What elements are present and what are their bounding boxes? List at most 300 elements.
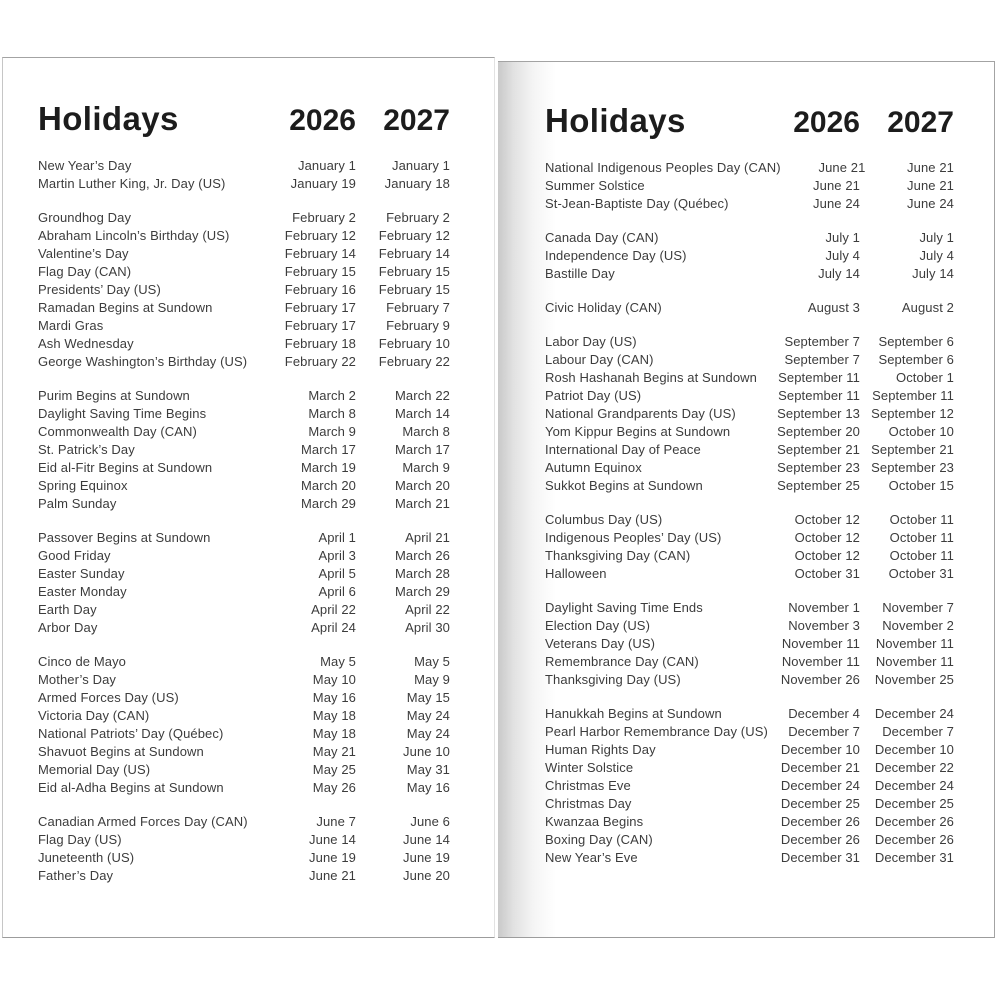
holiday-row — [38, 619, 450, 637]
date-2027: February 15 — [378, 282, 450, 297]
holiday-name: Labor Day (US) — [545, 334, 637, 349]
holiday-name: Kwanzaa Begins — [545, 814, 644, 829]
holiday-name: Easter Sunday — [38, 566, 125, 581]
month-group — [545, 159, 954, 213]
holiday-row — [545, 741, 954, 759]
date-2026: July 14 — [818, 266, 860, 281]
holiday-name: Christmas Day — [545, 796, 632, 811]
date-2026: December 21 — [780, 760, 860, 775]
holiday-name: Easter Monday — [38, 584, 127, 599]
holiday-row — [38, 353, 450, 371]
holiday-row — [545, 635, 954, 653]
date-2026: June 24 — [813, 196, 860, 211]
date-2027: June 24 — [907, 196, 954, 211]
holiday-name: Juneteenth (US) — [38, 850, 135, 865]
holiday-row — [38, 175, 450, 193]
date-2027: February 10 — [378, 336, 450, 351]
date-2026: June 7 — [316, 814, 356, 829]
holiday-name: Eid al-Fitr Begins at Sundown — [38, 460, 213, 475]
holiday-row — [38, 245, 450, 263]
holiday-row — [38, 209, 450, 227]
date-2027: March 9 — [402, 460, 450, 475]
holiday-name: Cinco de Mayo — [38, 654, 127, 669]
holiday-name: Columbus Day (US) — [545, 512, 663, 527]
date-2026: February 15 — [284, 264, 356, 279]
date-2027: October 11 — [889, 548, 954, 563]
date-2027: February 14 — [378, 246, 450, 261]
date-2026: May 26 — [312, 780, 356, 795]
holiday-row — [38, 565, 450, 583]
date-2027: September 21 — [871, 442, 954, 457]
page-right-header — [545, 102, 954, 140]
date-2027: March 29 — [395, 584, 450, 599]
holiday-name: International Day of Peace — [545, 442, 701, 457]
date-2027: January 18 — [384, 176, 450, 191]
holiday-row — [38, 653, 450, 671]
holiday-row — [545, 195, 954, 213]
date-2027: April 22 — [405, 602, 450, 617]
holiday-row — [38, 423, 450, 441]
holiday-row — [38, 689, 450, 707]
holiday-name: Thanksgiving Day (CAN) — [545, 548, 691, 563]
date-2026: June 19 — [309, 850, 356, 865]
holiday-row — [545, 599, 954, 617]
date-2026: May 18 — [312, 726, 356, 741]
holiday-name: Canadian Armed Forces Day (CAN) — [38, 814, 248, 829]
page-title: Holidays — [545, 102, 686, 139]
date-2026: December 10 — [780, 742, 860, 757]
holiday-name: Remembrance Day (CAN) — [545, 654, 699, 669]
holiday-name: Patriot Day (US) — [545, 388, 642, 403]
holiday-name: Canada Day (CAN) — [545, 230, 659, 245]
holiday-row — [545, 351, 954, 369]
holiday-row — [545, 831, 954, 849]
date-2027: June 21 — [907, 178, 954, 193]
holiday-name: Presidents’ Day (US) — [38, 282, 161, 297]
year-column-header-2027: 2027 — [887, 106, 954, 139]
holiday-name: Boxing Day (CAN) — [545, 832, 653, 847]
holiday-row — [545, 511, 954, 529]
date-2027: September 11 — [872, 388, 954, 403]
holiday-name: Valentine’s Day — [38, 246, 129, 261]
date-2026: December 24 — [780, 778, 860, 793]
holiday-row — [38, 583, 450, 601]
date-2026: April 22 — [311, 602, 356, 617]
date-2027: March 21 — [395, 496, 450, 511]
holiday-name: Groundhog Day — [38, 210, 132, 225]
holiday-row — [38, 743, 450, 761]
holiday-row — [38, 281, 450, 299]
holiday-name: Martin Luther King, Jr. Day (US) — [38, 176, 226, 191]
holiday-name: Palm Sunday — [38, 496, 117, 511]
month-group — [38, 387, 450, 513]
date-2027: December 7 — [882, 724, 954, 739]
date-2026: September 20 — [777, 424, 860, 439]
holiday-name: Spring Equinox — [38, 478, 128, 493]
holiday-name: Purim Begins at Sundown — [38, 388, 190, 403]
date-2026: February 14 — [284, 246, 356, 261]
holiday-name: Eid al-Adha Begins at Sundown — [38, 780, 224, 795]
holiday-row — [38, 779, 450, 797]
holiday-name: Daylight Saving Time Begins — [38, 406, 207, 421]
holiday-name: New Year’s Eve — [545, 850, 638, 865]
date-2026: May 10 — [312, 672, 356, 687]
date-2026: January 19 — [290, 176, 356, 191]
holiday-name: Summer Solstice — [545, 178, 645, 193]
date-2026: September 23 — [777, 460, 860, 475]
holiday-name: Memorial Day (US) — [38, 762, 151, 777]
holiday-name: Election Day (US) — [545, 618, 651, 633]
holiday-row — [545, 369, 954, 387]
date-2027: December 26 — [874, 814, 954, 829]
holiday-row — [38, 335, 450, 353]
holiday-row — [38, 227, 450, 245]
holiday-name: Ramadan Begins at Sundown — [38, 300, 213, 315]
holiday-row — [38, 547, 450, 565]
holiday-row — [38, 387, 450, 405]
date-2027: October 31 — [888, 566, 954, 581]
holiday-name: Sukkot Begins at Sundown — [545, 478, 703, 493]
month-group — [38, 813, 450, 885]
month-group — [545, 299, 954, 317]
holiday-name: Human Rights Day — [545, 742, 656, 757]
year-column-header-2026: 2026 — [289, 104, 356, 137]
holiday-row — [38, 867, 450, 885]
date-2026: December 26 — [780, 832, 860, 847]
date-2026: December 4 — [788, 706, 860, 721]
holiday-name: Independence Day (US) — [545, 248, 687, 263]
holiday-row — [545, 849, 954, 867]
holiday-row — [38, 761, 450, 779]
date-2027: November 11 — [875, 636, 954, 651]
date-2026: September 7 — [784, 352, 860, 367]
holiday-name: Civic Holiday (CAN) — [545, 300, 662, 315]
holiday-name: Winter Solstice — [545, 760, 634, 775]
date-2027: March 22 — [395, 388, 450, 403]
date-2027: February 7 — [386, 300, 450, 315]
holiday-name: Yom Kippur Begins at Sundown — [545, 424, 731, 439]
date-2027: September 6 — [878, 352, 954, 367]
holiday-row — [545, 795, 954, 813]
date-2027: April 21 — [405, 530, 450, 545]
date-2026: March 29 — [301, 496, 356, 511]
date-2026: February 22 — [284, 354, 356, 369]
date-2027: December 10 — [874, 742, 954, 757]
date-2026: January 1 — [298, 158, 356, 173]
date-2027: November 25 — [874, 672, 954, 687]
month-group — [38, 653, 450, 797]
date-2027: March 28 — [395, 566, 450, 581]
date-2026: April 1 — [318, 530, 356, 545]
date-2026: July 1 — [825, 230, 860, 245]
date-2027: May 15 — [406, 690, 450, 705]
holiday-row — [545, 265, 954, 283]
date-2026: May 21 — [312, 744, 356, 759]
month-group — [545, 333, 954, 495]
holiday-name: National Grandparents Day (US) — [545, 406, 736, 421]
page-left — [2, 57, 495, 938]
holiday-name: National Patriots’ Day (Québec) — [38, 726, 224, 741]
date-2026: March 19 — [301, 460, 356, 475]
date-2026: February 17 — [284, 300, 356, 315]
month-group — [545, 511, 954, 583]
date-2027: November 7 — [882, 600, 954, 615]
date-2027: October 11 — [889, 512, 954, 527]
date-2026: May 5 — [320, 654, 356, 669]
holiday-name: Father’s Day — [38, 868, 114, 883]
date-2027: February 22 — [378, 354, 450, 369]
month-group — [545, 705, 954, 867]
holiday-name: Mardi Gras — [38, 318, 104, 333]
holiday-name: Daylight Saving Time Ends — [545, 600, 703, 615]
holiday-row — [545, 547, 954, 565]
date-2026: February 12 — [284, 228, 356, 243]
holiday-name: Flag Day (CAN) — [38, 264, 132, 279]
date-2026: November 1 — [788, 600, 860, 615]
date-2026: June 21 — [818, 160, 866, 175]
date-2026: September 21 — [777, 442, 860, 457]
date-2027: October 1 — [896, 370, 954, 385]
holiday-row — [545, 777, 954, 795]
holiday-name: Thanksgiving Day (US) — [545, 672, 681, 687]
page-left-header — [38, 100, 450, 138]
holiday-name: Bastille Day — [545, 266, 615, 281]
holiday-row — [545, 759, 954, 777]
holiday-name: Passover Begins at Sundown — [38, 530, 211, 545]
date-2027: March 14 — [395, 406, 450, 421]
date-2026: June 14 — [309, 832, 356, 847]
holiday-list — [38, 157, 450, 885]
holiday-row — [38, 849, 450, 867]
holiday-name: Rosh Hashanah Begins at Sundown — [545, 370, 757, 385]
date-2026: October 31 — [794, 566, 860, 581]
holiday-row — [545, 441, 954, 459]
date-2027: March 26 — [395, 548, 450, 563]
date-2026: March 20 — [301, 478, 356, 493]
date-2027: September 23 — [871, 460, 954, 475]
holiday-name: Autumn Equinox — [545, 460, 642, 475]
year-column-header-2027: 2027 — [383, 104, 450, 137]
holiday-row — [38, 263, 450, 281]
date-2026: March 9 — [308, 424, 356, 439]
date-2027: May 5 — [414, 654, 450, 669]
holiday-row — [545, 653, 954, 671]
date-2027: February 12 — [378, 228, 450, 243]
holiday-name: St. Patrick’s Day — [38, 442, 135, 457]
date-2026: September 7 — [784, 334, 860, 349]
date-2026: November 26 — [780, 672, 860, 687]
date-2027: May 24 — [406, 726, 450, 741]
holiday-row — [38, 477, 450, 495]
date-2026: December 7 — [788, 724, 860, 739]
holiday-row — [545, 565, 954, 583]
holiday-row — [38, 707, 450, 725]
date-2026: October 12 — [794, 548, 860, 563]
holiday-row — [38, 459, 450, 477]
holiday-name: George Washington’s Birthday (US) — [38, 354, 248, 369]
date-2027: September 12 — [871, 406, 954, 421]
date-2027: November 2 — [882, 618, 954, 633]
holiday-name: Halloween — [545, 566, 607, 581]
date-2027: April 30 — [405, 620, 450, 635]
holiday-row — [38, 725, 450, 743]
holiday-row — [38, 813, 450, 831]
date-2027: October 15 — [888, 478, 954, 493]
date-2026: April 24 — [311, 620, 356, 635]
date-2026: October 12 — [794, 530, 860, 545]
date-2026: March 2 — [308, 388, 356, 403]
holiday-row — [545, 723, 954, 741]
date-2026: September 11 — [778, 388, 860, 403]
month-group — [38, 529, 450, 637]
holiday-name: Victoria Day (CAN) — [38, 708, 150, 723]
holiday-name: Veterans Day (US) — [545, 636, 656, 651]
date-2026: September 13 — [777, 406, 860, 421]
holiday-row — [38, 671, 450, 689]
holiday-row — [545, 229, 954, 247]
holiday-name: St-Jean-Baptiste Day (Québec) — [545, 196, 729, 211]
holiday-name: Abraham Lincoln’s Birthday (US) — [38, 228, 230, 243]
date-2027: June 21 — [907, 160, 954, 175]
date-2027: May 9 — [414, 672, 450, 687]
date-2026: November 11 — [781, 654, 860, 669]
holiday-row — [38, 405, 450, 423]
holiday-row — [545, 247, 954, 265]
holiday-name: Armed Forces Day (US) — [38, 690, 179, 705]
date-2026: October 12 — [794, 512, 860, 527]
holiday-name: Arbor Day — [38, 620, 98, 635]
holiday-row — [545, 705, 954, 723]
holiday-name: Christmas Eve — [545, 778, 631, 793]
date-2027: December 22 — [874, 760, 954, 775]
date-2027: August 2 — [901, 300, 954, 315]
year-column-header-2026: 2026 — [793, 106, 860, 139]
date-2027: June 20 — [403, 868, 450, 883]
holiday-name: Shavuot Begins at Sundown — [38, 744, 204, 759]
date-2027: February 9 — [386, 318, 450, 333]
holiday-row — [545, 617, 954, 635]
holiday-name: Flag Day (US) — [38, 832, 122, 847]
holiday-row — [545, 387, 954, 405]
holiday-row — [545, 299, 954, 317]
holiday-row — [545, 529, 954, 547]
date-2026: June 21 — [813, 178, 860, 193]
month-group — [38, 209, 450, 371]
date-2027: March 20 — [395, 478, 450, 493]
date-2027: December 24 — [874, 778, 954, 793]
holiday-name: Pearl Harbor Remembrance Day (US) — [545, 724, 768, 739]
holiday-row — [545, 459, 954, 477]
page-title: Holidays — [38, 100, 179, 137]
date-2027: November 11 — [875, 654, 954, 669]
holiday-name: New Year’s Day — [38, 158, 132, 173]
date-2027: May 16 — [406, 780, 450, 795]
date-2026: September 11 — [778, 370, 860, 385]
date-2026: November 3 — [788, 618, 860, 633]
date-2026: April 5 — [318, 566, 356, 581]
holiday-name: Mother’s Day — [38, 672, 117, 687]
date-2027: July 1 — [919, 230, 954, 245]
date-2027: June 19 — [403, 850, 450, 865]
holiday-row — [545, 423, 954, 441]
date-2026: March 8 — [308, 406, 356, 421]
holiday-name: Earth Day — [38, 602, 97, 617]
holiday-row — [38, 529, 450, 547]
month-group — [545, 229, 954, 283]
date-2026: June 21 — [309, 868, 356, 883]
date-2027: March 17 — [395, 442, 450, 457]
holiday-name: Good Friday — [38, 548, 111, 563]
date-2027: July 4 — [919, 248, 954, 263]
month-group — [545, 599, 954, 689]
date-2026: February 17 — [284, 318, 356, 333]
date-2026: March 17 — [301, 442, 356, 457]
date-2027: June 6 — [410, 814, 450, 829]
holiday-name: Commonwealth Day (CAN) — [38, 424, 197, 439]
holiday-row — [545, 477, 954, 495]
holiday-name: Labour Day (CAN) — [545, 352, 654, 367]
date-2026: December 25 — [780, 796, 860, 811]
holiday-row — [545, 813, 954, 831]
holiday-row — [545, 405, 954, 423]
holiday-row — [545, 177, 954, 195]
holiday-row — [545, 671, 954, 689]
date-2026: July 4 — [825, 248, 860, 263]
date-2026: December 31 — [780, 850, 860, 865]
date-2026: May 18 — [312, 708, 356, 723]
date-2026: May 25 — [312, 762, 356, 777]
date-2027: July 14 — [912, 266, 954, 281]
date-2026: September 25 — [777, 478, 860, 493]
holiday-name: Hanukkah Begins at Sundown — [545, 706, 722, 721]
holiday-name: National Indigenous Peoples Day (CAN) — [545, 160, 781, 175]
date-2027: September 6 — [878, 334, 954, 349]
holiday-row — [38, 299, 450, 317]
date-2027: February 15 — [378, 264, 450, 279]
date-2027: May 31 — [406, 762, 450, 777]
holiday-row — [545, 159, 954, 177]
date-2026: December 26 — [780, 814, 860, 829]
date-2027: December 25 — [874, 796, 954, 811]
date-2027: December 24 — [874, 706, 954, 721]
date-2027: October 11 — [889, 530, 954, 545]
holiday-row — [38, 317, 450, 335]
date-2027: January 1 — [392, 158, 450, 173]
date-2026: February 2 — [292, 210, 356, 225]
date-2027: October 10 — [888, 424, 954, 439]
holiday-row — [38, 831, 450, 849]
date-2026: August 3 — [807, 300, 860, 315]
holiday-row — [38, 601, 450, 619]
date-2026: November 11 — [781, 636, 860, 651]
date-2027: December 26 — [874, 832, 954, 847]
date-2026: February 18 — [284, 336, 356, 351]
date-2027: December 31 — [874, 850, 954, 865]
page-right — [498, 61, 995, 938]
date-2027: June 14 — [403, 832, 450, 847]
date-2027: March 8 — [402, 424, 450, 439]
holiday-row — [38, 441, 450, 459]
date-2026: April 6 — [318, 584, 356, 599]
date-2026: April 3 — [318, 548, 356, 563]
holiday-name: Ash Wednesday — [38, 336, 134, 351]
holiday-list — [545, 159, 954, 867]
date-2026: May 16 — [312, 690, 356, 705]
holiday-name: Indigenous Peoples’ Day (US) — [545, 530, 722, 545]
holiday-row — [38, 495, 450, 513]
date-2026: February 16 — [284, 282, 356, 297]
holiday-row — [545, 333, 954, 351]
